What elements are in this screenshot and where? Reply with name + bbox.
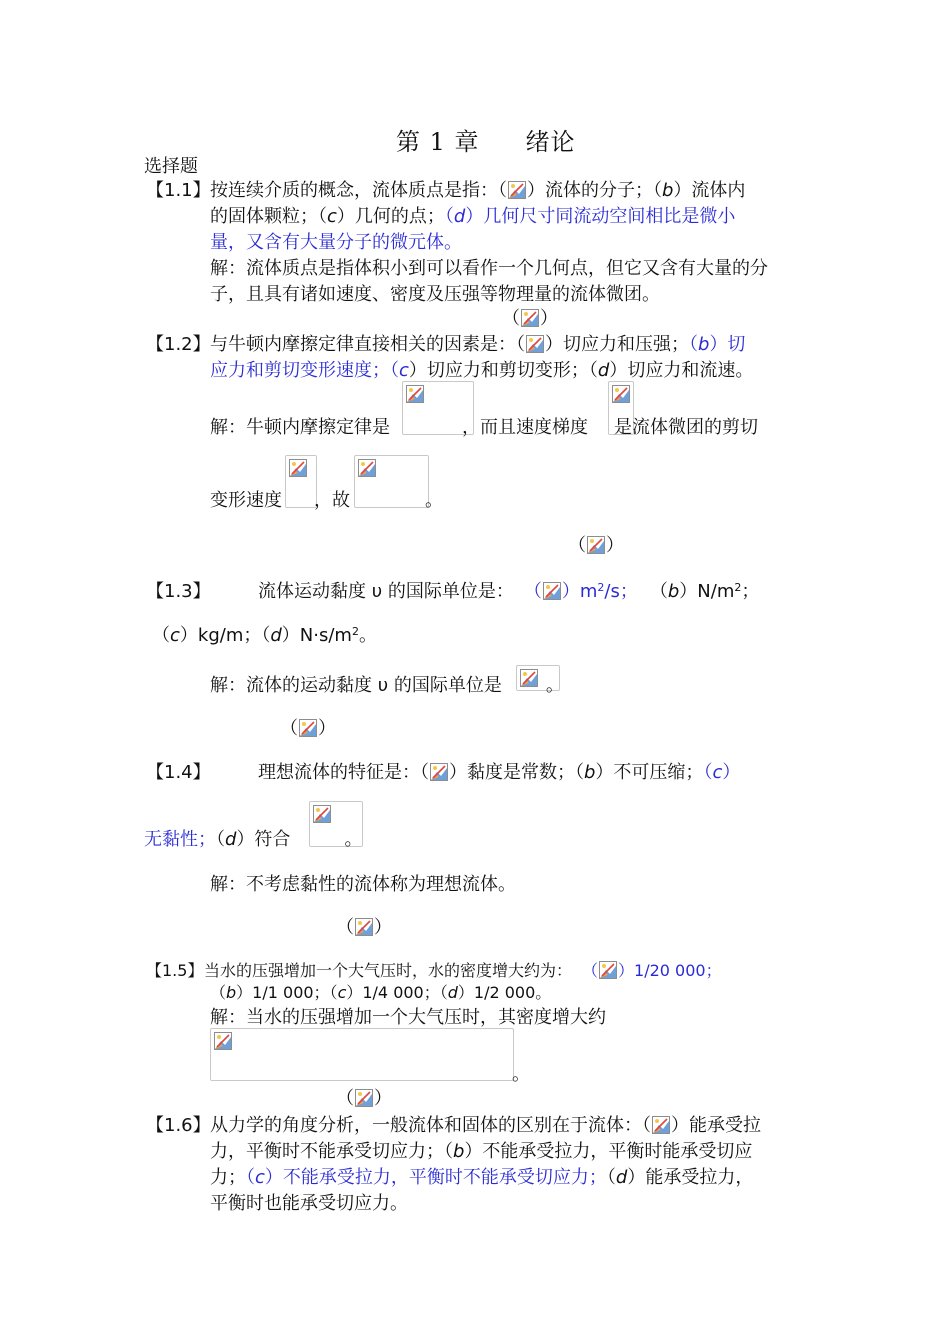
question-1-1-answer-text: 量，又含有大量分子的微元体。 xyxy=(210,232,462,253)
question-number-1-6: 【1.6】 xyxy=(146,1115,211,1136)
solution-1-1-line-2: 子，且具有诸如速度、密度及压强等物理量的流体微团。 xyxy=(210,284,660,305)
broken-image-icon xyxy=(611,384,631,404)
solution-1-3: 解：流体的运动黏度 υ 的国际单位是 。 xyxy=(210,675,564,696)
question-number-1-1: 【1.1】 xyxy=(146,180,211,201)
answer-1-4: （ ） xyxy=(336,917,392,938)
solution-1-2-line-1: 解：牛顿内摩擦定律是 ，而且速度梯度 是流体微团的剪切 xyxy=(210,417,758,438)
question-number-1-5: 【1.5】 xyxy=(146,961,204,980)
broken-image-icon xyxy=(405,384,425,404)
question-1-6-line-1: 从力学的角度分析，一般流体和固体的区别在于流体：（ ）能承受拉 xyxy=(210,1115,761,1136)
question-1-5-line-2: （b）1/1 000；（c）1/4 000；（d）1/2 000。 xyxy=(210,983,552,1002)
answer-1-2: （ ） xyxy=(568,535,624,556)
broken-image-icon xyxy=(542,581,562,601)
question-number-1-2: 【1.2】 xyxy=(146,334,211,355)
solution-1-4: 解：不考虑黏性的流体称为理想流体。 xyxy=(210,874,516,895)
question-1-4-line-1: 理想流体的特征是：（ ）黏度是常数；（b）不可压缩；（c） xyxy=(258,762,741,783)
solution-1-5: 解：当水的压强增加一个大气压时，其密度增大约 xyxy=(210,1007,606,1028)
question-1-2-line-2: 应力和剪切变形速度；（c）切应力和剪切变形；（d）切应力和流速。 xyxy=(210,360,754,381)
chapter-number: 第 1 章 xyxy=(396,128,480,156)
section-label: 选择题 xyxy=(144,156,198,177)
question-1-3-line-2: （c）kg/m；$(d)N\cdot s/m^2$。 xyxy=(152,625,377,646)
broken-image-icon xyxy=(520,308,540,328)
answer-1-5: （ ） xyxy=(336,1088,392,1109)
solution-1-2-line-2: 变形速度 ，故 。 xyxy=(210,490,443,511)
answer-1-1: （ ） xyxy=(502,308,558,329)
question-1-1-line-1: 按连续介质的概念，流体质点是指：（ ）流体的分子；（b）流体内 xyxy=(210,180,746,201)
question-number-1-4: 【1.4】 xyxy=(146,762,211,783)
broken-image-icon xyxy=(298,718,318,738)
broken-image-icon xyxy=(312,804,332,824)
question-1-1-line-2: 的固体颗粒；（c）几何的点；（d）几何尺寸同流动空间相比是微小 xyxy=(210,206,736,227)
answer-1-3: （ ） xyxy=(280,718,336,739)
question-1-6-line-4: 平衡时也能承受切应力。 xyxy=(210,1193,408,1214)
solution-1-5-end: 。 xyxy=(512,1064,530,1085)
broken-image-icon xyxy=(213,1031,233,1051)
question-1-6-line-2: 力，平衡时不能承受切应力；（b）不能承受拉力，平衡时能承受切应 xyxy=(210,1141,753,1162)
question-1-5-line-1: 当水的压强增加一个大气压时，水的密度增大约为： （ ）1/20 000； xyxy=(204,961,722,980)
formula-image-box xyxy=(210,1028,514,1081)
chapter-title xyxy=(396,122,576,157)
broken-image-icon xyxy=(288,458,308,478)
broken-image-icon xyxy=(429,762,449,782)
question-number-1-3: 【1.3】 xyxy=(146,581,211,602)
question-1-6-line-3: 力；（c）不能承受拉力，平衡时不能承受切应力；（d）能承受拉力， xyxy=(210,1167,754,1188)
broken-image-icon xyxy=(651,1115,671,1135)
broken-image-icon xyxy=(507,180,527,200)
question-1-4-line-2: 无黏性；（d）符合 。 xyxy=(144,829,363,850)
chapter-name: 绪论 xyxy=(525,128,576,156)
broken-image-icon xyxy=(354,1088,374,1108)
question-1-3-line-1: 流体运动黏度 υ 的国际单位是： （ ）$m^2/s$； $(b)N/m^2$； xyxy=(258,581,760,602)
broken-image-icon xyxy=(598,960,618,980)
broken-image-icon xyxy=(525,334,545,354)
solution-1-1-line-1: 解：流体质点是指体积小到可以看作一个几何点，但它又含有大量的分 xyxy=(210,258,768,279)
question-1-2-line-1: 与牛顿内摩擦定律直接相关的因素是：（ ）切应力和压强；（b）切 xyxy=(210,334,746,355)
broken-image-icon xyxy=(357,458,377,478)
broken-image-icon xyxy=(354,917,374,937)
broken-image-icon xyxy=(586,535,606,555)
